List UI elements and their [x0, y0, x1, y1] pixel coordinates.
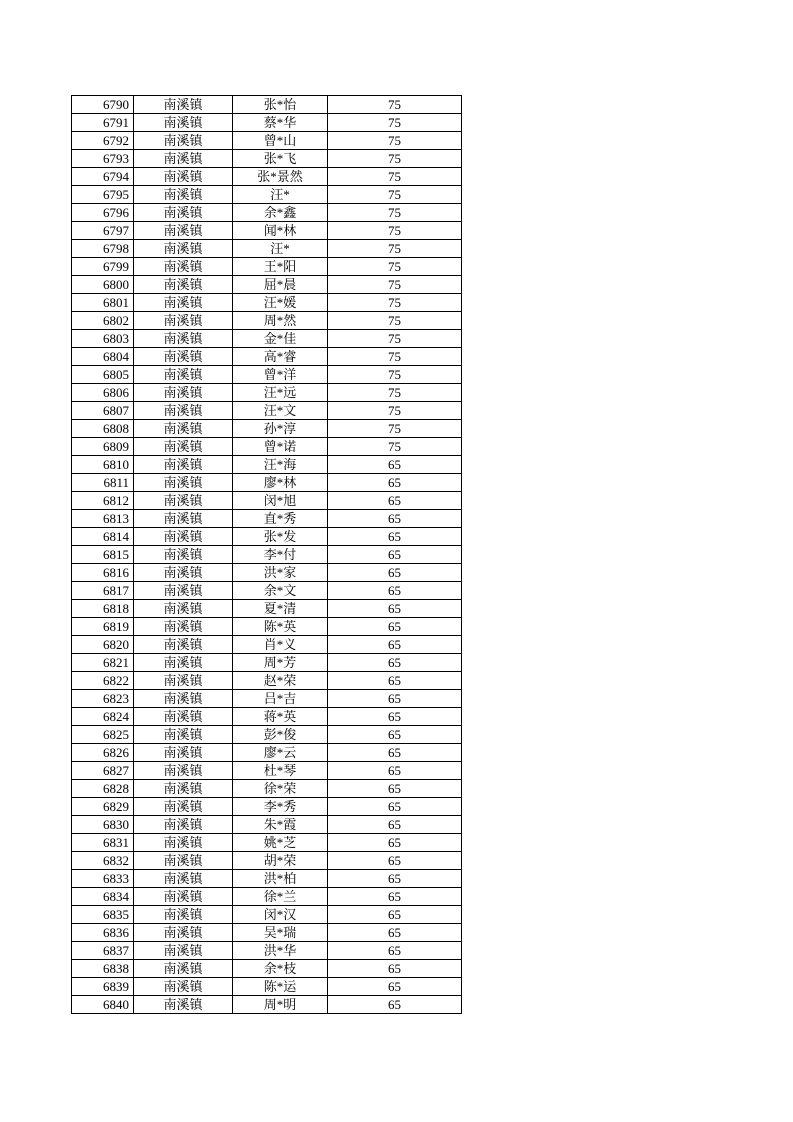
- town-cell: 南溪镇: [134, 834, 233, 852]
- table-row: [72, 690, 462, 708]
- amount-cell: 65: [328, 888, 462, 906]
- row-id-cell: 6832: [72, 852, 134, 870]
- amount-cell: 75: [328, 222, 462, 240]
- row-id-cell: 6819: [72, 618, 134, 636]
- town-cell: 南溪镇: [134, 996, 233, 1014]
- amount-cell: 65: [328, 780, 462, 798]
- row-id-cell: 6790: [72, 96, 134, 114]
- name-cell: 洪*柏: [233, 870, 328, 888]
- table-row: [72, 474, 462, 492]
- name-cell: 赵*荣: [233, 672, 328, 690]
- name-cell: 洪*华: [233, 942, 328, 960]
- row-id-cell: 6820: [72, 636, 134, 654]
- row-id-cell: 6827: [72, 762, 134, 780]
- table-row: [72, 816, 462, 834]
- row-id-cell: 6804: [72, 348, 134, 366]
- row-id-cell: 6825: [72, 726, 134, 744]
- table-row: [72, 456, 462, 474]
- town-cell: 南溪镇: [134, 690, 233, 708]
- town-cell: 南溪镇: [134, 204, 233, 222]
- town-cell: 南溪镇: [134, 312, 233, 330]
- town-cell: 南溪镇: [134, 402, 233, 420]
- name-cell: 吴*瑞: [233, 924, 328, 942]
- row-id-cell: 6809: [72, 438, 134, 456]
- table-row: [72, 384, 462, 402]
- table-row: [72, 204, 462, 222]
- name-cell: 蒋*英: [233, 708, 328, 726]
- row-id-cell: 6810: [72, 456, 134, 474]
- town-cell: 南溪镇: [134, 132, 233, 150]
- amount-cell: 75: [328, 204, 462, 222]
- town-cell: 南溪镇: [134, 762, 233, 780]
- name-cell: 张*飞: [233, 150, 328, 168]
- town-cell: 南溪镇: [134, 870, 233, 888]
- table-row: [72, 240, 462, 258]
- table-row: [72, 708, 462, 726]
- table-row: [72, 96, 462, 114]
- table-row: [72, 528, 462, 546]
- name-cell: 徐*荣: [233, 780, 328, 798]
- amount-cell: 65: [328, 600, 462, 618]
- table-row: [72, 564, 462, 582]
- table-row: [72, 366, 462, 384]
- row-id-cell: 6823: [72, 690, 134, 708]
- name-cell: 陈*英: [233, 618, 328, 636]
- amount-cell: 65: [328, 618, 462, 636]
- amount-cell: 65: [328, 960, 462, 978]
- row-id-cell: 6836: [72, 924, 134, 942]
- amount-cell: 65: [328, 924, 462, 942]
- town-cell: 南溪镇: [134, 510, 233, 528]
- name-cell: 洪*家: [233, 564, 328, 582]
- table-row: [72, 618, 462, 636]
- row-id-cell: 6829: [72, 798, 134, 816]
- row-id-cell: 6814: [72, 528, 134, 546]
- row-id-cell: 6808: [72, 420, 134, 438]
- name-cell: 张*景然: [233, 168, 328, 186]
- name-cell: 李*秀: [233, 798, 328, 816]
- table-row: [72, 510, 462, 528]
- amount-cell: 75: [328, 420, 462, 438]
- town-cell: 南溪镇: [134, 942, 233, 960]
- row-id-cell: 6831: [72, 834, 134, 852]
- name-cell: 朱*霞: [233, 816, 328, 834]
- table-row: [72, 330, 462, 348]
- row-id-cell: 6803: [72, 330, 134, 348]
- row-id-cell: 6835: [72, 906, 134, 924]
- table-row: [72, 420, 462, 438]
- name-cell: 孙*淳: [233, 420, 328, 438]
- amount-cell: 65: [328, 996, 462, 1014]
- row-id-cell: 6816: [72, 564, 134, 582]
- table-row: [72, 492, 462, 510]
- amount-cell: 65: [328, 654, 462, 672]
- row-id-cell: 6821: [72, 654, 134, 672]
- town-cell: 南溪镇: [134, 906, 233, 924]
- amount-cell: 75: [328, 114, 462, 132]
- town-cell: 南溪镇: [134, 294, 233, 312]
- amount-cell: 75: [328, 348, 462, 366]
- town-cell: 南溪镇: [134, 114, 233, 132]
- name-cell: 肖*义: [233, 636, 328, 654]
- table-row: [72, 924, 462, 942]
- amount-cell: 65: [328, 906, 462, 924]
- row-id-cell: 6826: [72, 744, 134, 762]
- town-cell: 南溪镇: [134, 618, 233, 636]
- row-id-cell: 6838: [72, 960, 134, 978]
- name-cell: 吕*吉: [233, 690, 328, 708]
- amount-cell: 65: [328, 546, 462, 564]
- town-cell: 南溪镇: [134, 960, 233, 978]
- town-cell: 南溪镇: [134, 348, 233, 366]
- table-row: [72, 582, 462, 600]
- town-cell: 南溪镇: [134, 726, 233, 744]
- row-id-cell: 6830: [72, 816, 134, 834]
- table-row: [72, 222, 462, 240]
- name-cell: 闻*林: [233, 222, 328, 240]
- row-id-cell: 6818: [72, 600, 134, 618]
- table-row: [72, 978, 462, 996]
- town-cell: 南溪镇: [134, 384, 233, 402]
- name-cell: 汪*媛: [233, 294, 328, 312]
- table-row: [72, 276, 462, 294]
- name-cell: 陈*运: [233, 978, 328, 996]
- table-row: [72, 672, 462, 690]
- town-cell: 南溪镇: [134, 186, 233, 204]
- row-id-cell: 6800: [72, 276, 134, 294]
- table-row: [72, 762, 462, 780]
- table-row: [72, 960, 462, 978]
- table-row: [72, 726, 462, 744]
- town-cell: 南溪镇: [134, 672, 233, 690]
- row-id-cell: 6815: [72, 546, 134, 564]
- table-row: [72, 438, 462, 456]
- amount-cell: 65: [328, 636, 462, 654]
- table-row: [72, 312, 462, 330]
- town-cell: 南溪镇: [134, 816, 233, 834]
- name-cell: 夏*清: [233, 600, 328, 618]
- name-cell: 高*睿: [233, 348, 328, 366]
- name-cell: 余*文: [233, 582, 328, 600]
- town-cell: 南溪镇: [134, 366, 233, 384]
- amount-cell: 65: [328, 816, 462, 834]
- town-cell: 南溪镇: [134, 492, 233, 510]
- name-cell: 汪*文: [233, 402, 328, 420]
- town-cell: 南溪镇: [134, 888, 233, 906]
- name-cell: 徐*兰: [233, 888, 328, 906]
- table-row: [72, 600, 462, 618]
- name-cell: 李*付: [233, 546, 328, 564]
- row-id-cell: 6833: [72, 870, 134, 888]
- name-cell: 曾*洋: [233, 366, 328, 384]
- amount-cell: 65: [328, 762, 462, 780]
- town-cell: 南溪镇: [134, 438, 233, 456]
- name-cell: 彭*俊: [233, 726, 328, 744]
- town-cell: 南溪镇: [134, 852, 233, 870]
- town-cell: 南溪镇: [134, 636, 233, 654]
- table-row: [72, 744, 462, 762]
- town-cell: 南溪镇: [134, 330, 233, 348]
- table-row: [72, 402, 462, 420]
- name-cell: 姚*芝: [233, 834, 328, 852]
- amount-cell: 75: [328, 168, 462, 186]
- name-cell: 闵*汉: [233, 906, 328, 924]
- town-cell: 南溪镇: [134, 456, 233, 474]
- amount-cell: 65: [328, 834, 462, 852]
- row-id-cell: 6811: [72, 474, 134, 492]
- town-cell: 南溪镇: [134, 780, 233, 798]
- amount-cell: 65: [328, 456, 462, 474]
- row-id-cell: 6805: [72, 366, 134, 384]
- town-cell: 南溪镇: [134, 96, 233, 114]
- amount-cell: 65: [328, 492, 462, 510]
- amount-cell: 75: [328, 132, 462, 150]
- town-cell: 南溪镇: [134, 564, 233, 582]
- name-cell: 曾*山: [233, 132, 328, 150]
- town-cell: 南溪镇: [134, 600, 233, 618]
- town-cell: 南溪镇: [134, 240, 233, 258]
- town-cell: 南溪镇: [134, 150, 233, 168]
- table-row: [72, 780, 462, 798]
- name-cell: 蔡*华: [233, 114, 328, 132]
- amount-cell: 65: [328, 672, 462, 690]
- name-cell: 金*佳: [233, 330, 328, 348]
- amount-cell: 75: [328, 294, 462, 312]
- row-id-cell: 6792: [72, 132, 134, 150]
- table-row: [72, 348, 462, 366]
- row-id-cell: 6837: [72, 942, 134, 960]
- amount-cell: 65: [328, 942, 462, 960]
- town-cell: 南溪镇: [134, 276, 233, 294]
- row-id-cell: 6794: [72, 168, 134, 186]
- row-id-cell: 6822: [72, 672, 134, 690]
- town-cell: 南溪镇: [134, 420, 233, 438]
- name-cell: 张*发: [233, 528, 328, 546]
- amount-cell: 75: [328, 276, 462, 294]
- roster-table: [71, 95, 462, 1014]
- row-id-cell: 6801: [72, 294, 134, 312]
- table-row: [72, 168, 462, 186]
- name-cell: 闵*旭: [233, 492, 328, 510]
- town-cell: 南溪镇: [134, 798, 233, 816]
- table-row: [72, 114, 462, 132]
- amount-cell: 75: [328, 96, 462, 114]
- table-row: [72, 942, 462, 960]
- table-row: [72, 996, 462, 1014]
- name-cell: 周*然: [233, 312, 328, 330]
- town-cell: 南溪镇: [134, 582, 233, 600]
- name-cell: 屈*晨: [233, 276, 328, 294]
- amount-cell: 65: [328, 474, 462, 492]
- row-id-cell: 6812: [72, 492, 134, 510]
- row-id-cell: 6839: [72, 978, 134, 996]
- row-id-cell: 6828: [72, 780, 134, 798]
- table-row: [72, 798, 462, 816]
- name-cell: 胡*荣: [233, 852, 328, 870]
- amount-cell: 65: [328, 528, 462, 546]
- name-cell: 汪*: [233, 240, 328, 258]
- amount-cell: 65: [328, 690, 462, 708]
- roster-table-body: [72, 96, 462, 1014]
- town-cell: 南溪镇: [134, 654, 233, 672]
- row-id-cell: 6791: [72, 114, 134, 132]
- row-id-cell: 6834: [72, 888, 134, 906]
- amount-cell: 65: [328, 798, 462, 816]
- row-id-cell: 6799: [72, 258, 134, 276]
- amount-cell: 65: [328, 564, 462, 582]
- amount-cell: 75: [328, 312, 462, 330]
- name-cell: 廖*云: [233, 744, 328, 762]
- name-cell: 周*明: [233, 996, 328, 1014]
- name-cell: 杜*琴: [233, 762, 328, 780]
- amount-cell: 65: [328, 708, 462, 726]
- amount-cell: 65: [328, 510, 462, 528]
- amount-cell: 75: [328, 186, 462, 204]
- row-id-cell: 6840: [72, 996, 134, 1014]
- amount-cell: 75: [328, 258, 462, 276]
- table-row: [72, 546, 462, 564]
- table-row: [72, 906, 462, 924]
- row-id-cell: 6796: [72, 204, 134, 222]
- row-id-cell: 6798: [72, 240, 134, 258]
- name-cell: 廖*林: [233, 474, 328, 492]
- table-row: [72, 258, 462, 276]
- town-cell: 南溪镇: [134, 546, 233, 564]
- table-row: [72, 870, 462, 888]
- amount-cell: 75: [328, 402, 462, 420]
- amount-cell: 75: [328, 384, 462, 402]
- name-cell: 余*鑫: [233, 204, 328, 222]
- name-cell: 直*秀: [233, 510, 328, 528]
- amount-cell: 75: [328, 240, 462, 258]
- town-cell: 南溪镇: [134, 924, 233, 942]
- table-row: [72, 852, 462, 870]
- amount-cell: 65: [328, 582, 462, 600]
- town-cell: 南溪镇: [134, 978, 233, 996]
- town-cell: 南溪镇: [134, 258, 233, 276]
- amount-cell: 75: [328, 366, 462, 384]
- amount-cell: 65: [328, 852, 462, 870]
- amount-cell: 75: [328, 150, 462, 168]
- table-row: [72, 186, 462, 204]
- row-id-cell: 6797: [72, 222, 134, 240]
- table-row: [72, 636, 462, 654]
- town-cell: 南溪镇: [134, 528, 233, 546]
- name-cell: 曾*诺: [233, 438, 328, 456]
- table-row: [72, 294, 462, 312]
- row-id-cell: 6795: [72, 186, 134, 204]
- amount-cell: 65: [328, 978, 462, 996]
- row-id-cell: 6813: [72, 510, 134, 528]
- row-id-cell: 6817: [72, 582, 134, 600]
- town-cell: 南溪镇: [134, 474, 233, 492]
- table-row: [72, 834, 462, 852]
- row-id-cell: 6824: [72, 708, 134, 726]
- name-cell: 周*芳: [233, 654, 328, 672]
- town-cell: 南溪镇: [134, 222, 233, 240]
- row-id-cell: 6806: [72, 384, 134, 402]
- name-cell: 汪*远: [233, 384, 328, 402]
- table-row: [72, 132, 462, 150]
- table-row: [72, 150, 462, 168]
- name-cell: 汪*海: [233, 456, 328, 474]
- amount-cell: 65: [328, 870, 462, 888]
- name-cell: 余*枝: [233, 960, 328, 978]
- amount-cell: 75: [328, 438, 462, 456]
- row-id-cell: 6807: [72, 402, 134, 420]
- table-row: [72, 654, 462, 672]
- row-id-cell: 6802: [72, 312, 134, 330]
- town-cell: 南溪镇: [134, 744, 233, 762]
- amount-cell: 75: [328, 330, 462, 348]
- amount-cell: 65: [328, 726, 462, 744]
- row-id-cell: 6793: [72, 150, 134, 168]
- town-cell: 南溪镇: [134, 168, 233, 186]
- name-cell: 王*阳: [233, 258, 328, 276]
- table-row: [72, 888, 462, 906]
- town-cell: 南溪镇: [134, 708, 233, 726]
- name-cell: 汪*: [233, 186, 328, 204]
- amount-cell: 65: [328, 744, 462, 762]
- name-cell: 张*怡: [233, 96, 328, 114]
